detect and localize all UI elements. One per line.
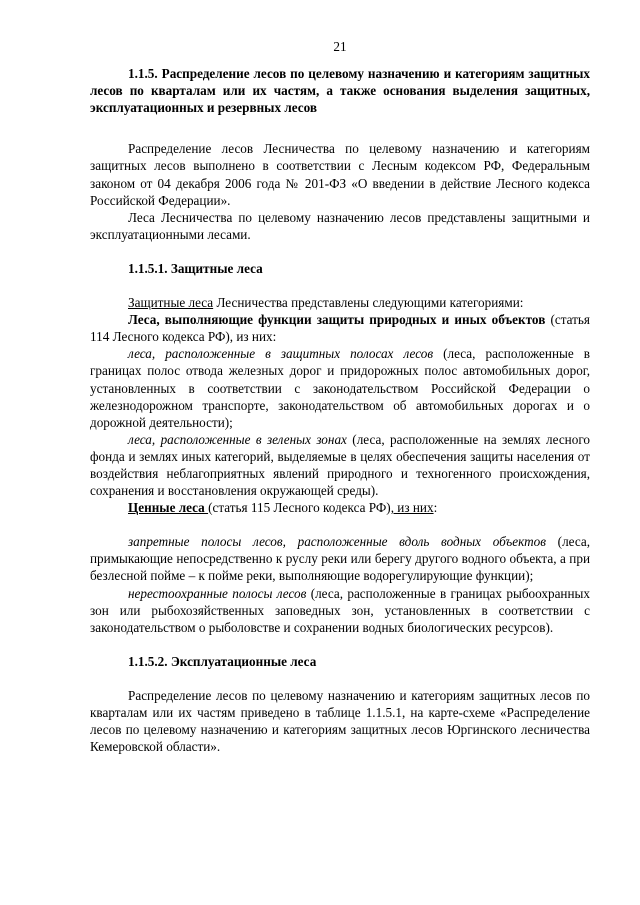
- item-spawning-strips: [90, 585, 590, 636]
- category-protection-functions: [90, 311, 590, 345]
- page-number: 21: [333, 39, 347, 54]
- category-valuable-forests-colon: :: [433, 500, 438, 516]
- exploitation-paragraph: Распределение лесов по целевому назначению и категориям защитных лесов по кварталам или их частям приведено в таблице 1.1.5.1, на карте-схеме «Распределение лесов по целевому назначению и категориям защитных лесов Юргинского лесничества Кемеровской области».: [90, 687, 590, 755]
- category-valuable-forests-suffix: , из них: [390, 500, 434, 516]
- category-valuable-forests-title: Ценные леса: [128, 500, 209, 516]
- item-prohibited-strips-rest: (леса, примыкающие непосредственно к руслу реки или берегу другого водного объекта, а при безлесной пойме – к пойме реки, выполняющие водорегулирующие функции);: [90, 534, 591, 584]
- item-green-zones-title: леса, расположенные в зеленых зонах: [128, 431, 347, 447]
- protective-intro-rest: Лесничества представлены следующими категориями:: [213, 295, 524, 311]
- category-valuable-forests-article: (статья 115 Лесного кодекса РФ): [208, 500, 391, 516]
- category-protection-functions-rest: (статья 114 Лесного кодекса РФ), из них:: [90, 312, 591, 345]
- item-protective-strips: [90, 345, 590, 430]
- protective-intro: [90, 294, 590, 311]
- item-spawning-strips-title: нерестоохранные полосы лесов: [128, 585, 307, 601]
- intro-paragraph-1: Распределение лесов Лесничества по целевому назначению и категориям защитных лесов выполнено в соответствии с Лесным кодексом РФ, Федеральным законом от 04 декабря 2006 года № 201-ФЗ «О введении в действие Лесного кодекса Российской Федерации».: [90, 141, 590, 208]
- item-prohibited-strips: [90, 533, 590, 584]
- item-spawning-strips-rest: (леса, расположенные в границах рыбоохранных зон или рыбохозяйственных заповедных зон, установленных в соответствии с законодательством о рыболовстве и сохранении водных биологических ресурсов).: [90, 585, 590, 635]
- item-green-zones-rest: (леса, расположенные на землях лесного фонда и землях иных категорий, выделяемые в целях обеспечения защиты населения от воздействия неблагоприятных явлений природного и техногенного происхождения, сохранения и восстановления окружающей среды).: [90, 431, 590, 499]
- item-protective-strips-title: леса, расположенные в защитных полосах лесов: [128, 346, 434, 362]
- protective-intro-underlined: Защитные леса: [128, 295, 214, 311]
- intro-paragraph-2: Леса Лесничества по целевому назначению лесов представлены защитными и эксплуатационными лесами.: [90, 209, 590, 242]
- category-valuable-forests: [90, 499, 590, 516]
- subsection-heading-exploitation: 1.1.5.2. Эксплуатационные леса: [128, 653, 317, 669]
- item-protective-strips-rest: (леса, расположенные в границах полос отвода железных дорог и придорожных полос автомобильных дорог, установленных в соответствии с законодательством Российской Федерации о железнодорожном транспорте, законодательством об автомобильных дорогах и о дорожной деятельности);: [90, 346, 590, 430]
- subsection-heading-protective: 1.1.5.1. Защитные леса: [128, 260, 263, 276]
- section-heading-1-1-5: 1.1.5. Распределение лесов по целевому назначению и категориям защитных лесов по кварталам или их частям, а также основания выделения защитных, эксплуатационных и резервных лесов: [90, 66, 590, 116]
- item-green-zones: [90, 431, 590, 499]
- category-protection-functions-title: Леса, выполняющие функции защиты природных и иных объектов: [128, 312, 546, 328]
- item-prohibited-strips-title: запретные полосы лесов, расположенные вдоль водных объектов: [128, 534, 546, 550]
